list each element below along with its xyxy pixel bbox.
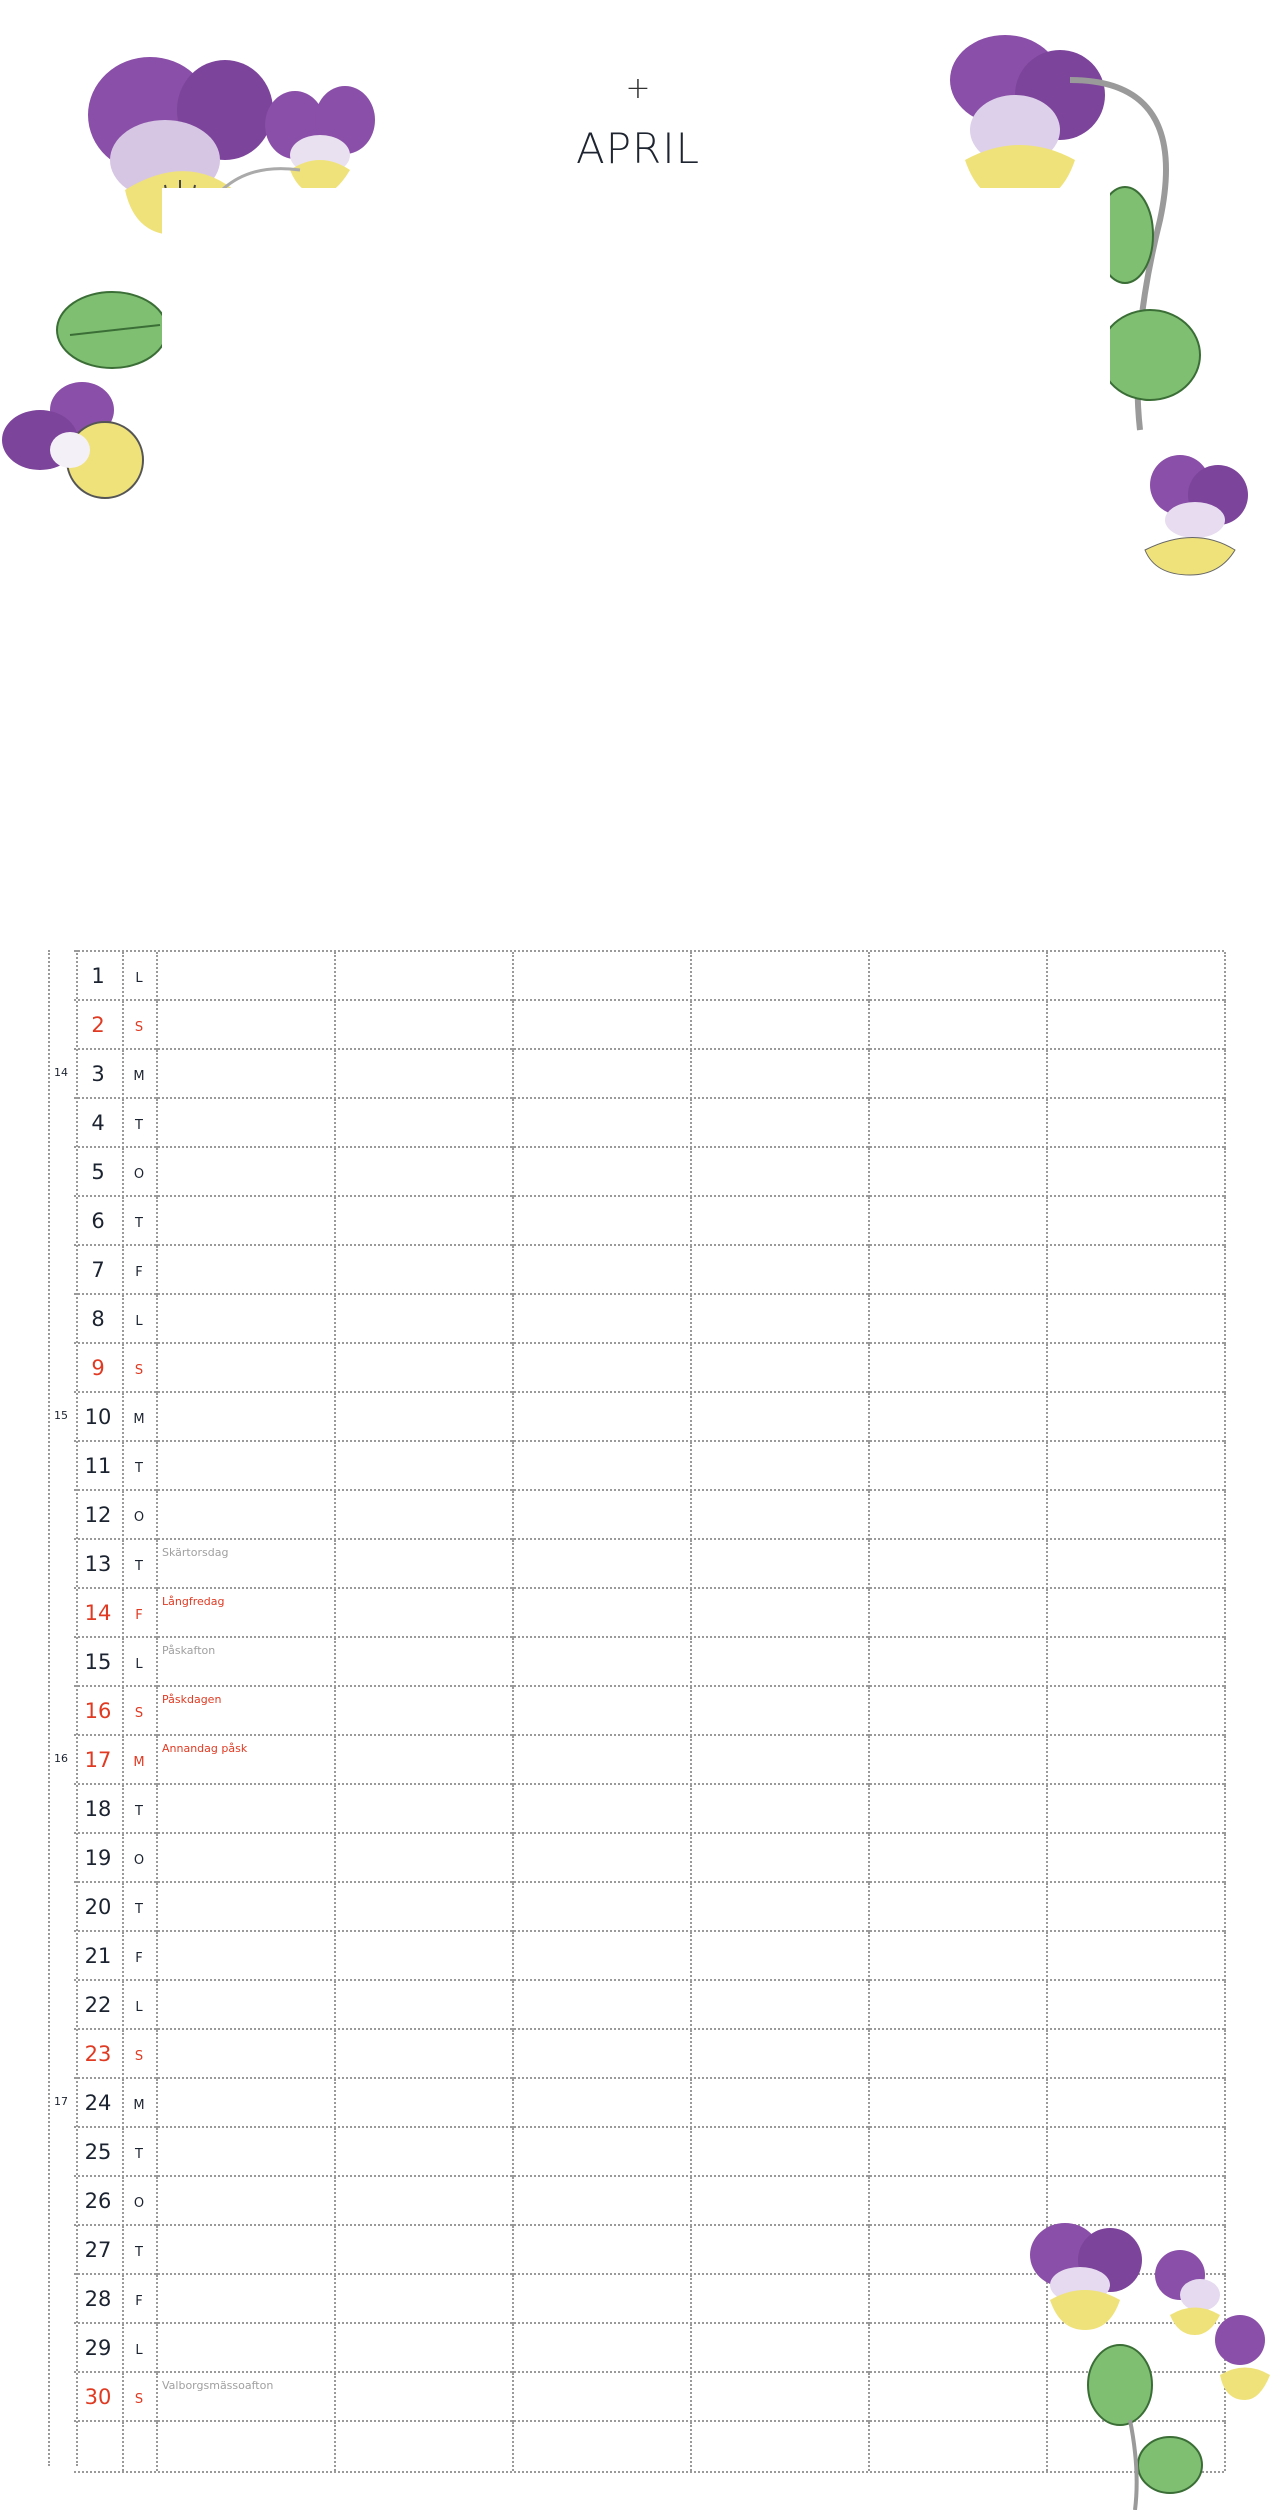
date-number: 13 [74, 1540, 124, 1589]
entry-cell[interactable] [1046, 1981, 1226, 2030]
table-row [74, 1783, 1224, 1834]
holiday-label: Påskafton [162, 1644, 216, 1657]
weekday-letter: L [122, 1981, 158, 2030]
leaf-icon [1088, 2345, 1152, 2425]
weekday-letter: F [122, 1932, 158, 1981]
entry-cell[interactable] [512, 1197, 692, 1246]
entry-cell[interactable] [512, 2422, 692, 2471]
date-number: 1 [74, 952, 124, 1001]
entry-cell[interactable] [690, 1246, 870, 1295]
pansy-icon [1145, 455, 1248, 575]
entry-cell[interactable] [512, 1148, 692, 1197]
entry-cell[interactable] [156, 2324, 336, 2373]
weekday-letter: O [122, 1834, 158, 1883]
entry-cell[interactable] [690, 2275, 870, 2324]
table-row [74, 1685, 1224, 1736]
entry-cell[interactable] [156, 1785, 336, 1834]
entry-cell[interactable] [512, 1491, 692, 1540]
date-number: 21 [74, 1932, 124, 1981]
entry-cell[interactable] [1046, 1932, 1226, 1981]
entry-cell[interactable] [868, 1540, 1048, 1589]
entry-cell[interactable] [156, 1442, 336, 1491]
entry-cell[interactable] [868, 1148, 1048, 1197]
date-number: 28 [74, 2275, 124, 2324]
entry-cell[interactable] [512, 2373, 692, 2422]
title-plus: + [625, 71, 651, 106]
entry-cell[interactable] [334, 2373, 514, 2422]
date-number: 18 [74, 1785, 124, 1834]
table-row [74, 1538, 1224, 1589]
entry-cell[interactable] [512, 1932, 692, 1981]
date-number: 17 [74, 1736, 124, 1785]
weekday-letter: M [122, 2079, 158, 2128]
weekday-letter: T [122, 2128, 158, 2177]
table-row [74, 1979, 1224, 2030]
entry-cell[interactable] [156, 1344, 336, 1393]
date-number: 9 [74, 1344, 124, 1393]
entry-cell[interactable] [334, 2324, 514, 2373]
entry-cell[interactable] [690, 1393, 870, 1442]
pansy-icon [2, 382, 143, 498]
entry-cell[interactable] [690, 2324, 870, 2373]
entry-cell[interactable] [334, 1001, 514, 1050]
weekday-letter: L [122, 1638, 158, 1687]
week-number: 14 [54, 1066, 68, 1079]
entry-cell[interactable] [512, 1589, 692, 1638]
date-number: 10 [74, 1393, 124, 1442]
entry-cell[interactable] [1046, 1883, 1226, 1932]
entry-cell[interactable] [690, 1344, 870, 1393]
weekday-letter: T [122, 1197, 158, 1246]
entry-cell[interactable] [156, 1981, 336, 2030]
date-number: 25 [74, 2128, 124, 2177]
entry-cell[interactable] [512, 1638, 692, 1687]
entry-cell[interactable] [156, 1295, 336, 1344]
entry-cell[interactable] [334, 1540, 514, 1589]
entry-cell[interactable] [690, 1540, 870, 1589]
entry-cell[interactable] [334, 2177, 514, 2226]
entry-cell[interactable] [1046, 1540, 1226, 1589]
entry-cell[interactable] [512, 1295, 692, 1344]
holiday-label: Annandag påsk [162, 1742, 248, 1755]
date-number: 30 [74, 2373, 124, 2422]
entry-cell[interactable] [1046, 1099, 1226, 1148]
entry-cell[interactable] [156, 1050, 336, 1099]
entry-cell[interactable] [690, 2177, 870, 2226]
entry-cell[interactable] [334, 1099, 514, 1148]
entry-cell[interactable] [512, 1393, 692, 1442]
holiday-label: Påskdagen [162, 1693, 222, 1706]
weekday-letter: T [122, 2226, 158, 2275]
holiday-label: Valborgsmässoafton [162, 2379, 274, 2392]
pansy-icon [265, 86, 375, 195]
entry-cell[interactable] [512, 1981, 692, 2030]
entry-cell[interactable] [1046, 1197, 1226, 1246]
date-number: 7 [74, 1246, 124, 1295]
weekday-letter: F [122, 1589, 158, 1638]
entry-cell[interactable] [868, 1981, 1048, 2030]
entry-cell[interactable] [334, 1589, 514, 1638]
leaf-icon [1138, 2437, 1202, 2493]
entry-cell[interactable] [334, 1442, 514, 1491]
entry-cell[interactable] [868, 2079, 1048, 2128]
entry-cell[interactable] [1046, 1736, 1226, 1785]
weekday-letter: S [122, 1344, 158, 1393]
weekday-letter: T [122, 1785, 158, 1834]
entry-cell[interactable] [690, 2030, 870, 2079]
entry-cell[interactable] [690, 1981, 870, 2030]
entry-cell[interactable] [334, 1393, 514, 1442]
entry-cell[interactable] [156, 1834, 336, 1883]
entry-cell[interactable] [690, 1883, 870, 1932]
date-number: 20 [74, 1883, 124, 1932]
entry-cell[interactable] [512, 1344, 692, 1393]
entry-cell[interactable] [868, 1197, 1048, 1246]
entry-cell[interactable] [1046, 1001, 1226, 1050]
entry-cell[interactable] [156, 2422, 336, 2471]
weekday-letter: O [122, 2177, 158, 2226]
table-row [74, 1881, 1224, 1932]
entry-cell[interactable] [690, 1736, 870, 1785]
entry-cell[interactable] [334, 1785, 514, 1834]
date-number [74, 2422, 124, 2471]
entry-cell[interactable] [1046, 1442, 1226, 1491]
entry-cell[interactable] [156, 1393, 336, 1442]
table-row [74, 1342, 1224, 1393]
entry-cell[interactable] [690, 2373, 870, 2422]
entry-cell[interactable] [512, 1540, 692, 1589]
holiday-label: Långfredag [162, 1595, 225, 1608]
entry-cell[interactable] [868, 1638, 1048, 1687]
entry-cell[interactable] [512, 2226, 692, 2275]
date-number: 8 [74, 1295, 124, 1344]
entry-cell[interactable] [334, 2226, 514, 2275]
pansy-decoration-bottom-right [1020, 2210, 1276, 2510]
entry-cell[interactable] [512, 1834, 692, 1883]
entry-cell[interactable] [156, 1001, 336, 1050]
table-row [74, 1146, 1224, 1197]
entry-cell[interactable] [334, 1491, 514, 1540]
entry-cell[interactable] [334, 1344, 514, 1393]
entry-cell[interactable] [512, 1246, 692, 1295]
date-number: 19 [74, 1834, 124, 1883]
weekday-letter: T [122, 1442, 158, 1491]
entry-cell[interactable] [690, 1050, 870, 1099]
entry-cell[interactable] [512, 2128, 692, 2177]
pansy-icon [1215, 2315, 1270, 2400]
entry-cell[interactable] [334, 952, 514, 1001]
entry-cell[interactable] [156, 1148, 336, 1197]
entry-cell[interactable] [690, 2226, 870, 2275]
entry-cell[interactable] [334, 1638, 514, 1687]
page-title: APRIL [575, 124, 701, 173]
date-number: 27 [74, 2226, 124, 2275]
entry-cell[interactable] [512, 2275, 692, 2324]
entry-cell[interactable] [690, 1001, 870, 1050]
entry-cell[interactable] [1046, 2030, 1226, 2079]
entry-cell[interactable] [868, 1589, 1048, 1638]
entry-cell[interactable] [156, 1736, 336, 1785]
entry-cell[interactable] [690, 1197, 870, 1246]
table-row [74, 1636, 1224, 1687]
entry-cell[interactable] [690, 1785, 870, 1834]
weekday-letter: M [122, 1736, 158, 1785]
entry-cell[interactable] [1046, 1295, 1226, 1344]
entry-cell[interactable] [868, 2128, 1048, 2177]
weekday-letter: S [122, 1001, 158, 1050]
entry-cell[interactable] [156, 1687, 336, 1736]
pansy-icon [1030, 2223, 1142, 2330]
entry-cell[interactable] [868, 1050, 1048, 1099]
entry-cell[interactable] [156, 1540, 336, 1589]
table-row [74, 1734, 1224, 1785]
weekday-letter: O [122, 1148, 158, 1197]
entry-cell[interactable] [512, 1785, 692, 1834]
table-row [74, 1097, 1224, 1148]
date-number: 24 [74, 2079, 124, 2128]
entry-cell[interactable] [868, 2030, 1048, 2079]
entry-cell[interactable] [868, 1246, 1048, 1295]
table-row [74, 1244, 1224, 1295]
entry-cell[interactable] [512, 1687, 692, 1736]
date-number: 23 [74, 2030, 124, 2079]
entry-cell[interactable] [1046, 1785, 1226, 1834]
entry-cell[interactable] [512, 952, 692, 1001]
date-number: 22 [74, 1981, 124, 2030]
entry-cell[interactable] [690, 1099, 870, 1148]
entry-cell[interactable] [334, 1687, 514, 1736]
weekday-letter: S [122, 2030, 158, 2079]
leaf-icon [1100, 310, 1200, 400]
week-number: 16 [54, 1752, 68, 1765]
entry-cell[interactable] [156, 2079, 336, 2128]
entry-cell[interactable] [690, 2079, 870, 2128]
entry-cell[interactable] [690, 952, 870, 1001]
entry-cell[interactable] [334, 1834, 514, 1883]
week-number: 17 [54, 2095, 68, 2108]
entry-cell[interactable] [868, 1834, 1048, 1883]
entry-cell[interactable] [156, 2128, 336, 2177]
weekday-letter [122, 2422, 158, 2471]
entry-cell[interactable] [690, 1491, 870, 1540]
entry-cell[interactable] [334, 2079, 514, 2128]
entry-cell[interactable] [690, 1148, 870, 1197]
table-row [74, 1293, 1224, 1344]
entry-cell[interactable] [868, 1932, 1048, 1981]
date-number: 14 [74, 1589, 124, 1638]
entry-cell[interactable] [334, 1883, 514, 1932]
holiday-label: Skärtorsdag [162, 1546, 229, 1559]
leaf-icon [57, 292, 167, 368]
entry-cell[interactable] [334, 2030, 514, 2079]
entry-cell[interactable] [156, 2373, 336, 2422]
entry-cell[interactable] [690, 1638, 870, 1687]
entry-cell[interactable] [512, 2324, 692, 2373]
entry-cell[interactable] [512, 2177, 692, 2226]
entry-cell[interactable] [512, 1736, 692, 1785]
weekday-letter: T [122, 1883, 158, 1932]
entry-cell[interactable] [156, 1246, 336, 1295]
entry-cell[interactable] [156, 1638, 336, 1687]
table-row [74, 999, 1224, 1050]
entry-cell[interactable] [334, 2128, 514, 2177]
entry-cell[interactable] [156, 2226, 336, 2275]
entry-cell[interactable] [1046, 1687, 1226, 1736]
date-number: 6 [74, 1197, 124, 1246]
entry-cell[interactable] [512, 1099, 692, 1148]
weekday-letter: F [122, 2275, 158, 2324]
date-number: 3 [74, 1050, 124, 1099]
entry-cell[interactable] [1046, 2079, 1226, 2128]
weekday-letter: T [122, 1540, 158, 1589]
entry-cell[interactable] [512, 1442, 692, 1491]
weekday-letter: S [122, 1687, 158, 1736]
entry-cell[interactable] [156, 2275, 336, 2324]
date-number: 4 [74, 1099, 124, 1148]
entry-cell[interactable] [868, 1393, 1048, 1442]
weekday-letter: L [122, 2324, 158, 2373]
entry-cell[interactable] [156, 1883, 336, 1932]
entry-cell[interactable] [868, 1001, 1048, 1050]
entry-cell[interactable] [868, 1491, 1048, 1540]
entry-cell[interactable] [1046, 1638, 1226, 1687]
entry-cell[interactable] [690, 1834, 870, 1883]
table-row [74, 950, 1224, 1001]
weekday-letter: T [122, 1099, 158, 1148]
pansy-icon [950, 35, 1105, 205]
entry-cell[interactable] [690, 1589, 870, 1638]
entry-cell[interactable] [334, 2422, 514, 2471]
entry-cell[interactable] [868, 1295, 1048, 1344]
table-row [74, 2077, 1224, 2128]
entry-cell[interactable] [334, 1197, 514, 1246]
entry-cell[interactable] [868, 1344, 1048, 1393]
date-number: 29 [74, 2324, 124, 2373]
entry-cell[interactable] [512, 2030, 692, 2079]
table-row [74, 2126, 1224, 2177]
entry-cell[interactable] [1046, 1589, 1226, 1638]
table-row [74, 1832, 1224, 1883]
table-row [74, 1440, 1224, 1491]
date-number: 16 [74, 1687, 124, 1736]
entry-cell[interactable] [512, 2079, 692, 2128]
entry-cell[interactable] [156, 1589, 336, 1638]
table-row [74, 1048, 1224, 1099]
weekday-letter: S [122, 2373, 158, 2422]
table-row [74, 1391, 1224, 1442]
entry-cell[interactable] [868, 952, 1048, 1001]
entry-cell[interactable] [156, 2177, 336, 2226]
date-number: 15 [74, 1638, 124, 1687]
table-row [74, 1489, 1224, 1540]
weekday-letter: L [122, 1295, 158, 1344]
entry-cell[interactable] [868, 1099, 1048, 1148]
entry-cell[interactable] [156, 952, 336, 1001]
week-number: 15 [54, 1409, 68, 1422]
table-row [74, 1587, 1224, 1638]
entry-cell[interactable] [334, 1050, 514, 1099]
entry-cell[interactable] [690, 1932, 870, 1981]
table-row [74, 2028, 1224, 2079]
weekday-letter: F [122, 1246, 158, 1295]
entry-cell[interactable] [334, 1981, 514, 2030]
entry-cell[interactable] [1046, 1148, 1226, 1197]
date-number: 5 [74, 1148, 124, 1197]
table-row [74, 1930, 1224, 1981]
entry-cell[interactable] [1046, 1246, 1226, 1295]
entry-cell[interactable] [334, 1246, 514, 1295]
entry-cell[interactable] [334, 1148, 514, 1197]
entry-cell[interactable] [512, 1050, 692, 1099]
date-number: 12 [74, 1491, 124, 1540]
weekday-letter: L [122, 952, 158, 1001]
weekday-letter: O [122, 1491, 158, 1540]
entry-cell[interactable] [1046, 2128, 1226, 2177]
entry-cell[interactable] [334, 1736, 514, 1785]
entry-cell[interactable] [512, 1883, 692, 1932]
entry-cell[interactable] [334, 2275, 514, 2324]
date-number: 26 [74, 2177, 124, 2226]
entry-cell[interactable] [156, 2030, 336, 2079]
entry-cell[interactable] [690, 1295, 870, 1344]
entry-cell[interactable] [334, 1932, 514, 1981]
entry-cell[interactable] [512, 1001, 692, 1050]
entry-cell[interactable] [690, 2422, 870, 2471]
entry-cell[interactable] [1046, 1393, 1226, 1442]
entry-cell[interactable] [156, 1491, 336, 1540]
photo-area [162, 188, 1110, 928]
entry-cell[interactable] [868, 1442, 1048, 1491]
entry-cell[interactable] [156, 1932, 336, 1981]
entry-cell[interactable] [1046, 1834, 1226, 1883]
entry-cell[interactable] [690, 1687, 870, 1736]
entry-cell[interactable] [690, 1442, 870, 1491]
pansy-icon [1155, 2250, 1220, 2335]
entry-cell[interactable] [690, 2128, 870, 2177]
date-number: 2 [74, 1001, 124, 1050]
entry-cell[interactable] [334, 1295, 514, 1344]
entry-cell[interactable] [1046, 1050, 1226, 1099]
entry-cell[interactable] [868, 1687, 1048, 1736]
entry-cell[interactable] [868, 1736, 1048, 1785]
weekday-letter: M [122, 1050, 158, 1099]
entry-cell[interactable] [156, 1099, 336, 1148]
date-number: 11 [74, 1442, 124, 1491]
entry-cell[interactable] [156, 1197, 336, 1246]
table-row [74, 1195, 1224, 1246]
entry-cell[interactable] [868, 1785, 1048, 1834]
entry-cell[interactable] [1046, 1344, 1226, 1393]
entry-cell[interactable] [868, 1883, 1048, 1932]
entry-cell[interactable] [1046, 952, 1226, 1001]
weekday-letter: M [122, 1393, 158, 1442]
entry-cell[interactable] [1046, 1491, 1226, 1540]
